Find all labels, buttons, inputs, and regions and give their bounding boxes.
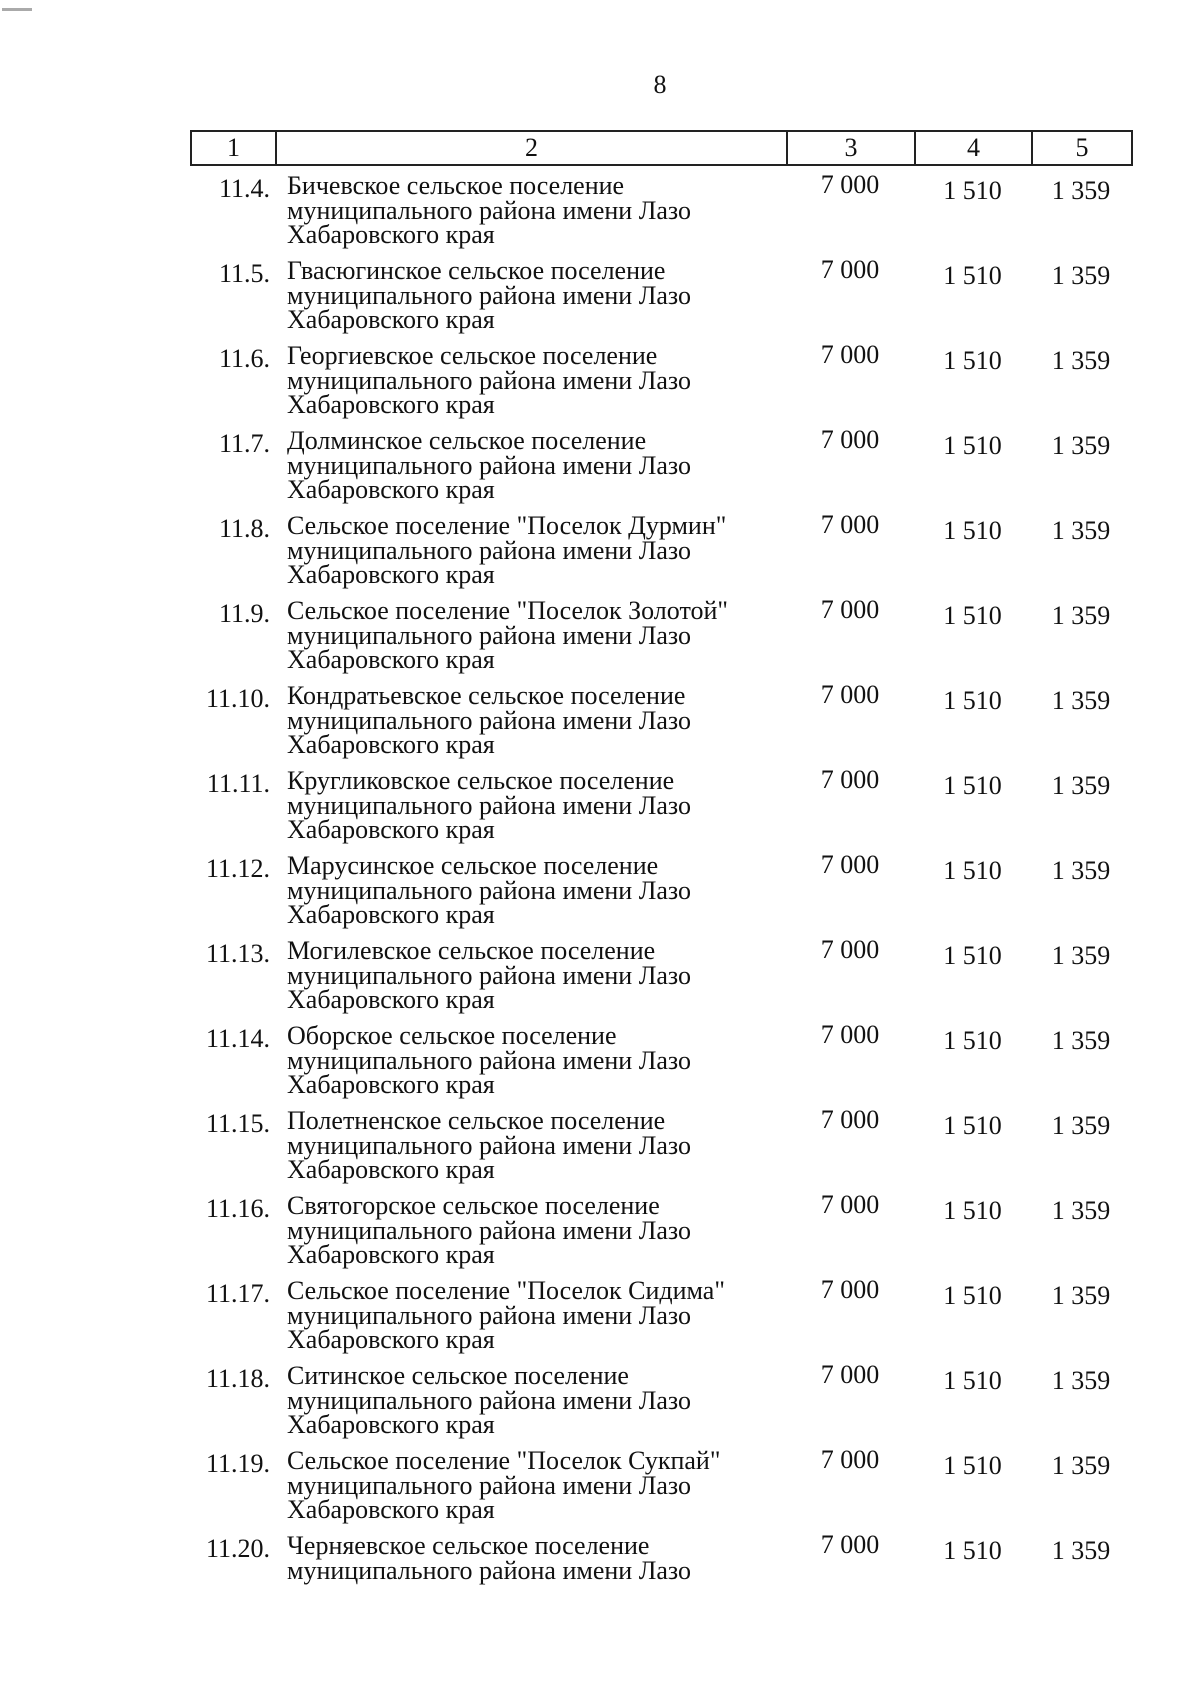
settlement-name-line: Сельское поселение "Поселок Сидима": [287, 1276, 725, 1305]
table-row: [190, 170, 1133, 255]
table-row: [190, 765, 1133, 850]
value-col-3: 7 000: [820, 1020, 880, 1049]
value-col-4: 1 510: [943, 1536, 1002, 1565]
settlement-name-line: муниципального района имени Лазо: [287, 1300, 691, 1330]
value-col-5: 1 359: [1051, 516, 1111, 545]
settlement-name-line: Хабаровского края: [287, 815, 495, 844]
row-number: 11.14.: [205, 1024, 270, 1053]
settlement-name-line: муниципального района имени Лазо: [287, 705, 691, 735]
row-number: 11.10.: [205, 684, 270, 713]
settlement-name: [287, 1106, 787, 1184]
row-number: 11.12.: [205, 854, 270, 883]
row-number: 11.7.: [218, 429, 270, 458]
value-col-3: 7 000: [820, 1190, 880, 1219]
settlement-name-line: Марусинское сельское поселение: [287, 851, 659, 880]
row-number: 11.4.: [218, 174, 270, 203]
table-row: [190, 425, 1133, 510]
settlement-name: [287, 1021, 787, 1099]
settlement-name-line: Ситинское сельское поселение: [287, 1361, 629, 1390]
table-row: [190, 1530, 1133, 1615]
value-col-4: 1 510: [943, 431, 1002, 460]
table-row: [190, 680, 1133, 765]
table-row: [190, 1275, 1133, 1360]
settlement-name: [287, 851, 787, 929]
settlement-name-line: Хабаровского края: [287, 475, 495, 504]
row-number: 11.20.: [205, 1534, 270, 1563]
value-col-3: 7 000: [820, 170, 880, 199]
row-number: 11.11.: [206, 769, 270, 798]
table-row: [190, 510, 1133, 595]
settlement-name-line: муниципального района имени Лазо: [287, 195, 691, 225]
settlement-name-line: Хабаровского края: [287, 390, 495, 419]
row-number: 11.19.: [205, 1449, 270, 1478]
value-col-4: 1 510: [943, 261, 1002, 290]
header-col-2: 2: [277, 132, 788, 164]
settlement-name-line: Хабаровского края: [287, 560, 495, 589]
settlement-name-line: муниципального района имени Лазо: [287, 450, 691, 480]
settlement-name-line: муниципального района имени Лазо: [287, 875, 691, 905]
value-col-4: 1 510: [943, 856, 1002, 885]
value-col-4: 1 510: [943, 941, 1002, 970]
settlement-name: [287, 426, 787, 504]
table-row: [190, 595, 1133, 680]
value-col-5: 1 359: [1051, 346, 1111, 375]
row-number: 11.17.: [205, 1279, 270, 1308]
value-col-5: 1 359: [1051, 431, 1111, 460]
settlement-name: [287, 256, 787, 334]
value-col-3: 7 000: [820, 1105, 880, 1134]
settlement-name: [287, 171, 787, 249]
header-col-3: 3: [788, 132, 916, 164]
settlement-name-line: муниципального района имени Лазо: [287, 620, 691, 650]
settlement-name: [287, 1361, 787, 1439]
settlement-name-line: Хабаровского края: [287, 1325, 495, 1354]
value-col-3: 7 000: [820, 1445, 880, 1474]
settlement-name-line: Хабаровского края: [287, 1070, 495, 1099]
value-col-4: 1 510: [943, 346, 1002, 375]
value-col-5: 1 359: [1051, 1366, 1111, 1395]
table-body: [190, 170, 1133, 1615]
value-col-5: 1 359: [1051, 771, 1111, 800]
settlement-name-line: Святогорское сельское поселение: [287, 1191, 660, 1220]
value-col-4: 1 510: [943, 516, 1002, 545]
settlement-name-line: муниципального района имени Лазо: [287, 1470, 691, 1500]
settlement-name: [287, 1531, 787, 1585]
settlement-name-line: Хабаровского края: [287, 645, 495, 674]
settlement-name-line: Хабаровского края: [287, 1495, 495, 1524]
value-col-3: 7 000: [820, 935, 880, 964]
value-col-4: 1 510: [943, 686, 1002, 715]
value-col-5: 1 359: [1051, 1111, 1111, 1140]
value-col-5: 1 359: [1051, 1536, 1111, 1565]
settlement-name-line: муниципального района имени Лазо: [287, 1385, 691, 1415]
settlement-name-line: Хабаровского края: [287, 1155, 495, 1184]
value-col-4: 1 510: [943, 176, 1002, 205]
value-col-4: 1 510: [943, 771, 1002, 800]
settlement-name-line: Хабаровского края: [287, 730, 495, 759]
settlement-name-line: Полетненское сельское поселение: [287, 1106, 666, 1135]
settlement-name-line: муниципального района имени Лазо: [287, 960, 691, 990]
table-row: [190, 935, 1133, 1020]
settlement-name-line: Долминское сельское поселение: [287, 426, 647, 455]
value-col-5: 1 359: [1051, 941, 1111, 970]
settlement-name-line: Георгиевское сельское поселение: [287, 341, 658, 370]
value-col-3: 7 000: [820, 850, 880, 879]
settlement-name: [287, 766, 787, 844]
settlement-name: [287, 341, 787, 419]
value-col-3: 7 000: [820, 340, 880, 369]
settlement-name-line: Хабаровского края: [287, 305, 495, 334]
settlement-name-line: муниципального района имени Лазо: [287, 790, 691, 820]
value-col-5: 1 359: [1051, 601, 1111, 630]
value-col-4: 1 510: [943, 601, 1002, 630]
row-number: 11.15.: [205, 1109, 270, 1138]
table-row: [190, 1445, 1133, 1530]
settlement-name: [287, 1191, 787, 1269]
value-col-3: 7 000: [820, 255, 880, 284]
value-col-3: 7 000: [820, 510, 880, 539]
header-col-4: 4: [916, 132, 1033, 164]
value-col-3: 7 000: [820, 765, 880, 794]
value-col-5: 1 359: [1051, 1196, 1111, 1225]
value-col-3: 7 000: [820, 1275, 880, 1304]
settlement-name-line: Кругликовское сельское поселение: [287, 766, 675, 795]
scan-artifact: [2, 8, 32, 11]
settlement-name-line: Сельское поселение "Поселок Золотой": [287, 596, 728, 625]
value-col-4: 1 510: [943, 1111, 1002, 1140]
value-col-5: 1 359: [1051, 176, 1111, 205]
table-row: [190, 1360, 1133, 1445]
page-number: 8: [653, 70, 667, 99]
value-col-5: 1 359: [1051, 1026, 1111, 1055]
table-row: [190, 255, 1133, 340]
settlement-name-line: Черняевское сельское поселение: [287, 1531, 650, 1560]
settlement-name-line: Могилевское сельское поселение: [287, 936, 656, 965]
table-row: [190, 340, 1133, 425]
value-col-5: 1 359: [1051, 856, 1111, 885]
value-col-5: 1 359: [1051, 261, 1111, 290]
value-col-5: 1 359: [1051, 686, 1111, 715]
settlement-name: [287, 511, 787, 589]
value-col-3: 7 000: [820, 425, 880, 454]
value-col-3: 7 000: [820, 680, 880, 709]
settlement-name-line: Оборское сельское поселение: [287, 1021, 617, 1050]
value-col-4: 1 510: [943, 1281, 1002, 1310]
settlement-name-line: Кондратьевское сельское поселение: [287, 681, 686, 710]
settlement-name-line: Хабаровского края: [287, 220, 495, 249]
value-col-3: 7 000: [820, 1530, 880, 1559]
header-col-1: 1: [192, 132, 277, 164]
row-number: 11.8.: [218, 514, 270, 543]
settlement-name: [287, 596, 787, 674]
value-col-4: 1 510: [943, 1451, 1002, 1480]
settlement-name-line: муниципального района имени Лазо: [287, 1130, 691, 1160]
settlement-name-line: муниципального района имени Лазо: [287, 365, 691, 395]
value-col-4: 1 510: [943, 1026, 1002, 1055]
value-col-5: 1 359: [1051, 1281, 1111, 1310]
row-number: 11.9.: [218, 599, 270, 628]
settlement-name-line: Хабаровского края: [287, 985, 495, 1014]
settlement-name-line: Хабаровского края: [287, 900, 495, 929]
settlement-name-line: муниципального района имени Лазо: [287, 1045, 691, 1075]
row-number: 11.16.: [205, 1194, 270, 1223]
header-col-5: 5: [1075, 133, 1089, 162]
settlement-name-line: Гвасюгинское сельское поселение: [287, 256, 666, 285]
settlement-name-line: Хабаровского края: [287, 1410, 495, 1439]
table-row: [190, 850, 1133, 935]
settlement-name-line: Бичевское сельское поселение: [287, 171, 625, 200]
row-number: 11.18.: [205, 1364, 270, 1393]
settlement-name-line: Сельское поселение "Поселок Дурмин": [287, 511, 727, 540]
settlement-name-line: муниципального района имени Лазо: [287, 1555, 691, 1585]
value-col-3: 7 000: [820, 595, 880, 624]
settlement-name-line: муниципального района имени Лазо: [287, 280, 691, 310]
table-header: [190, 130, 1133, 166]
settlement-name-line: Хабаровского края: [287, 1240, 495, 1269]
value-col-3: 7 000: [820, 1360, 880, 1389]
settlement-name-line: Сельское поселение "Поселок Сукпай": [287, 1446, 721, 1475]
settlement-name: [287, 936, 787, 1014]
settlement-name-line: муниципального района имени Лазо: [287, 535, 691, 565]
row-number: 11.6.: [218, 344, 270, 373]
table-row: [190, 1020, 1133, 1105]
value-col-4: 1 510: [943, 1196, 1002, 1225]
settlement-name: [287, 681, 787, 759]
table-row: [190, 1190, 1133, 1275]
settlement-name: [287, 1276, 787, 1354]
row-number: 11.13.: [205, 939, 270, 968]
value-col-4: 1 510: [943, 1366, 1002, 1395]
settlement-name-line: муниципального района имени Лазо: [287, 1215, 691, 1245]
settlement-name: [287, 1446, 787, 1524]
value-col-5: 1 359: [1051, 1451, 1111, 1480]
table-row: [190, 1105, 1133, 1190]
row-number: 11.5.: [218, 259, 270, 288]
